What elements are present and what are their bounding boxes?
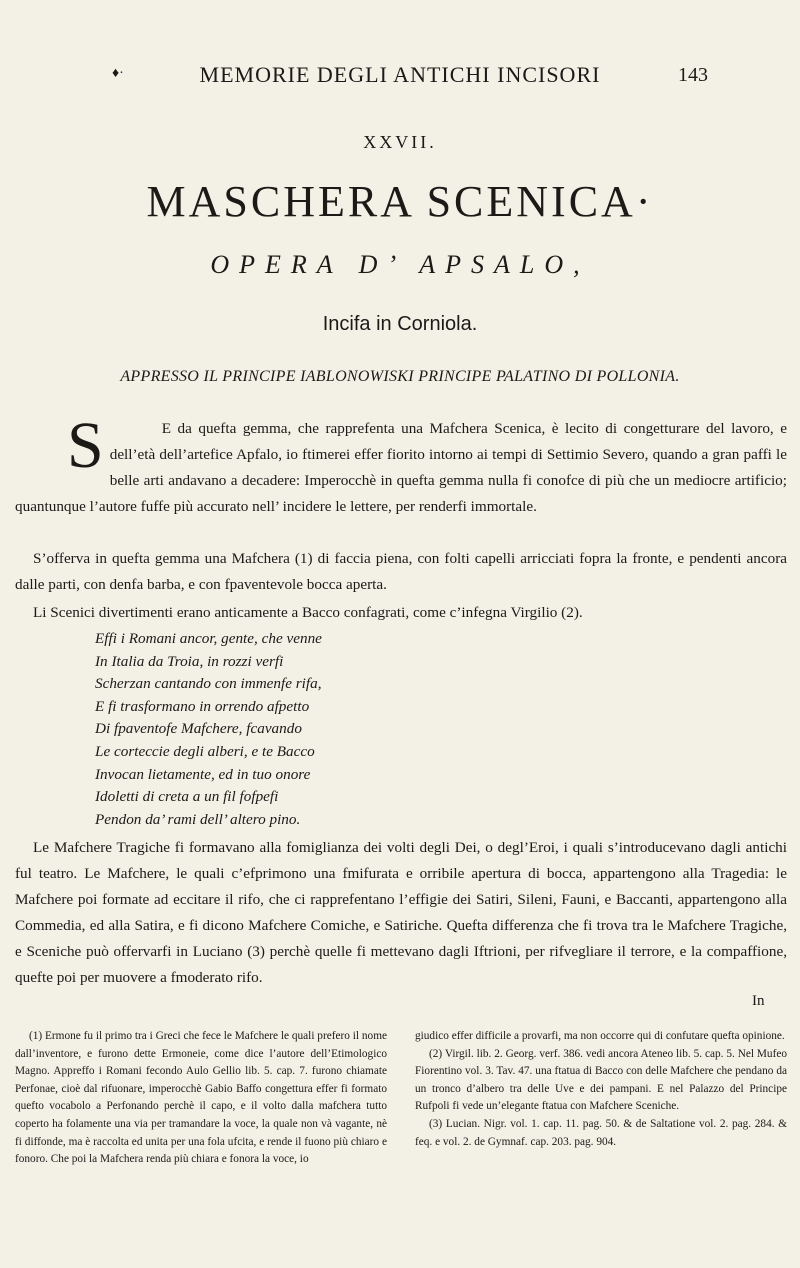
footnote-3: (3) Lucian. Nigr. vol. 1. cap. 11. pag. 50. & de Saltatione vol. 2. pag. 284. & feq. e vol. 2. de Gymnaf. cap. 203. pag. 904.: [415, 1117, 787, 1148]
verse-line: Di fpaventofe Mafchere, fcavando: [95, 720, 302, 738]
verse-line: Le corteccie degli alberi, e te Bacco: [95, 742, 315, 760]
verse-line: Pendon da’ rami dell’ altero pino.: [95, 810, 301, 828]
paragraph-virgil: Li Scenici divertimenti erano anticamente a Bacco confagrati, come c’infegna Virgilio (2).: [33, 604, 583, 621]
collection-line: APPRESSO IL PRINCIPE IABLONOWISKI PRINCIPE PALATINO DI POLLONIA.: [120, 368, 680, 385]
verse-quotation: [95, 628, 695, 831]
drop-cap: S: [67, 409, 104, 482]
running-header: [0, 62, 800, 92]
footnotes-left-column: [15, 1028, 387, 1169]
verse-line: E fi trasformano in orrendo afpetto: [95, 697, 310, 715]
verse-line: Scherzan cantando con immenfe rifa,: [95, 675, 322, 693]
footnotes-right-column: [415, 1028, 787, 1151]
printer-mark: ♦·: [112, 66, 124, 81]
paragraph-description: S’offerva in quefta gemma una Mafchera (1) di faccia piena, con folti capelli arricciati fopra la fronte, e pendenti ancora dalle parti, con denfa barba, e con fpaventevole bocca aperta.: [15, 550, 787, 593]
footnote-1: (1) Ermone fu il primo tra i Greci che fece le Mafchere le quali prefero il nome dall’inventore, e furono dette Ermoneie, come dice l’autore dell’Etimologico Magno. Appreffo i Romani fecondo Aulo Gellio lib. 5. cap. 7. furono chiamate Perfonae, cioè dal rifuonare, imperocchè Gabio Baffo congettura effer fi formato quefto vocabolo a Perfonando perchè il capo, e il volto dalla mafchera tutto coperto ha folamente una via per tramandare la voce, la quale non và vagante, nè fi diffonde, ma è raccolta ed unita per una fola ufcita, e rende il fuono più chiaro e fonoro. Che poi la Mafchera renda più chiara e fonora la voce, io: [15, 1030, 387, 1166]
footnote-2: (2) Virgil. lib. 2. Georg. verf. 386. vedi ancora Ateneo lib. 5. cap. 5. Nel Mufeo Fiorentino vol. 3. Tav. 47. una ftatua di Bacco con delle Mafchere che pendano da un tronco d’albero tra delle Uve e dei pampani. E nel Palazzo del Principe Rufpoli fi vede un’elegante ftatua con Mafchere Sceniche.: [415, 1047, 787, 1113]
engraving-technique: Incifa in Corniola.: [322, 313, 478, 335]
running-title: MEMORIE DEGLI ANTICHI INCISORI: [199, 62, 601, 87]
catchword: In: [752, 993, 765, 1009]
paragraph-masks: Le Mafchere Tragiche fi formavano alla fomiglianza dei volti degli Dei, o degl’Eroi, i quali s’introducevano dagli antichi ful teatro. Le Mafchere, le quali c’efprimono una fmifurata e orribile apertura di bocca, appartengono alla Tragedia: le Mafchere poi formate ad eccitare il rifo, che ci rapprefentano l’effigie dei Satiri, Sileni, Fauni, e Baccanti, appartengono alla Commedia, ed alla Satira, e fi dicono Mafchere Comiche, e Satiriche. Quefta differenza che fi trova tra le Mafchere Tragiche, e Sceniche può offervarfi in Luciano (3) perchè quelle fi mettevano dagli Iftrioni, per rifvegliare il terrore, e la compaffione, quefte poi per muovere a fmoderato rifo.: [15, 839, 787, 986]
paragraph-intro-text: E da quefta gemma, che rapprefenta una Mafchera Scenica, è lecito di congetturare del lavoro, e dell’età dell’artefice Apfalo, io ftimerei effer fiorito intorno ai tempi di Settimio Severo, quando a gran paffi le belle arti andavano a decadere: Imperocchè in quefta gemma nulla fi conofce di più che un mediocre artificio; quantunque l’autore fuffe più accurato nell’ incidere le lettere, per renderfi immortale.: [15, 420, 787, 515]
footnote-1-continuation: giudico effer difficile a provarfi, ma non occorre qui di confutare quefta opinione.: [415, 1030, 785, 1042]
work-attribution: OPERA D’ APSALO,: [210, 250, 590, 279]
verse-line: Idoletti di creta a un fil fofpefi: [95, 788, 279, 806]
verse-line: In Italia da Troia, in rozzi verfi: [95, 652, 284, 670]
paragraph-intro: [15, 409, 787, 520]
verse-line: Invocan lietamente, ed in tuo onore: [95, 765, 311, 783]
page-title: MASCHERA SCENICA·: [146, 177, 654, 226]
verse-line: Effi i Romani ancor, gente, che venne: [95, 630, 322, 647]
page-number: 143: [678, 64, 708, 86]
plate-number: XXVII.: [363, 132, 437, 152]
